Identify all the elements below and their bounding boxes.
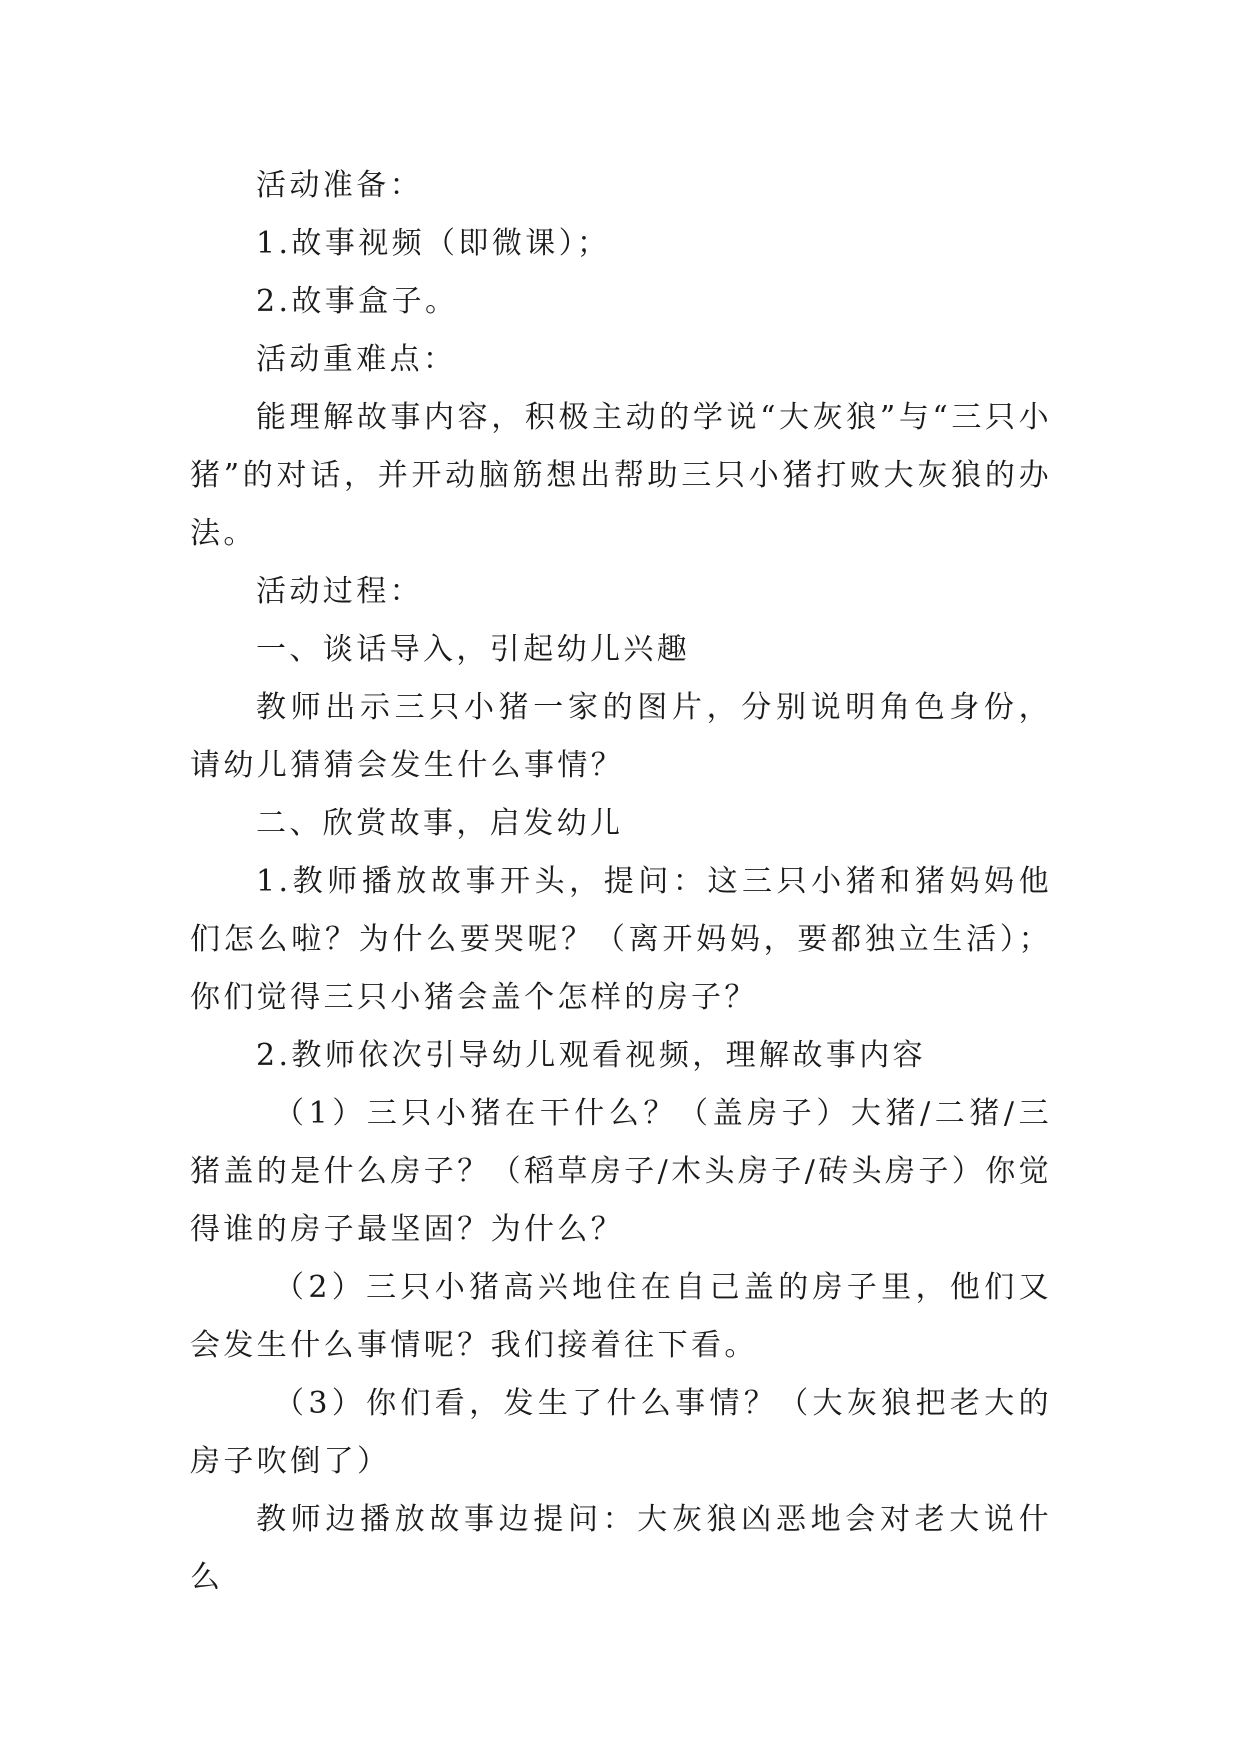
paragraph-activity-preparation-heading: 活动准备： xyxy=(256,168,423,203)
paragraph-teacher-question: 教师边播放故事边提问：大灰狼凶恶地会对老大说什么 xyxy=(190,1502,1052,1595)
paragraph-section-1-text: 教师出示三只小猪一家的图片，分别说明角色身份，请幼儿猜猜会发生什么事情？ xyxy=(190,690,1052,783)
paragraph-section-2-item-2: 2.教师依次引导幼儿观看视频，理解故事内容 xyxy=(256,1038,927,1073)
paragraph-process-heading: 活动过程： xyxy=(256,574,423,609)
paragraph-section-2-item-1: 1.教师播放故事开头，提问：这三只小猪和猪妈妈他们怎么啦？为什么要哭呢？（离开妈妈，要都独立生活）；你们觉得三只小猪会盖个怎样的房子？ xyxy=(190,864,1052,1015)
paragraph-preparation-item-1: 1.故事视频（即微课）； xyxy=(256,226,611,261)
paragraph-preparation-item-2: 2.故事盒子。 xyxy=(256,284,459,319)
paragraph-key-points-text: 能理解故事内容，积极主动的学说“大灰狼”与“三只小猪”的对话，并开动脑筋想出帮助三只小猪打败大灰狼的办法。 xyxy=(190,400,1052,551)
paragraph-section-2-heading: 二、欣赏故事，启发幼儿 xyxy=(256,806,624,841)
paragraph-key-points-heading: 活动重难点： xyxy=(256,342,457,377)
paragraph-subitem-1: （1）三只小猪在干什么？（盖房子）大猪/二猪/三猪盖的是什么房子？（稻草房子/木头房子/砖头房子）你觉得谁的房子最坚固？为什么？ xyxy=(190,1096,1053,1247)
document-body xyxy=(190,157,1052,1607)
paragraph-subitem-2: （2）三只小猪高兴地住在自己盖的房子里，他们又会发生什么事情呢？我们接着往下看。 xyxy=(190,1270,1052,1363)
paragraph-subitem-3: （3）你们看，发生了什么事情？（大灰狼把老大的房子吹倒了） xyxy=(190,1386,1052,1479)
paragraph-section-1-heading: 一、谈话导入，引起幼儿兴趣 xyxy=(256,632,691,667)
